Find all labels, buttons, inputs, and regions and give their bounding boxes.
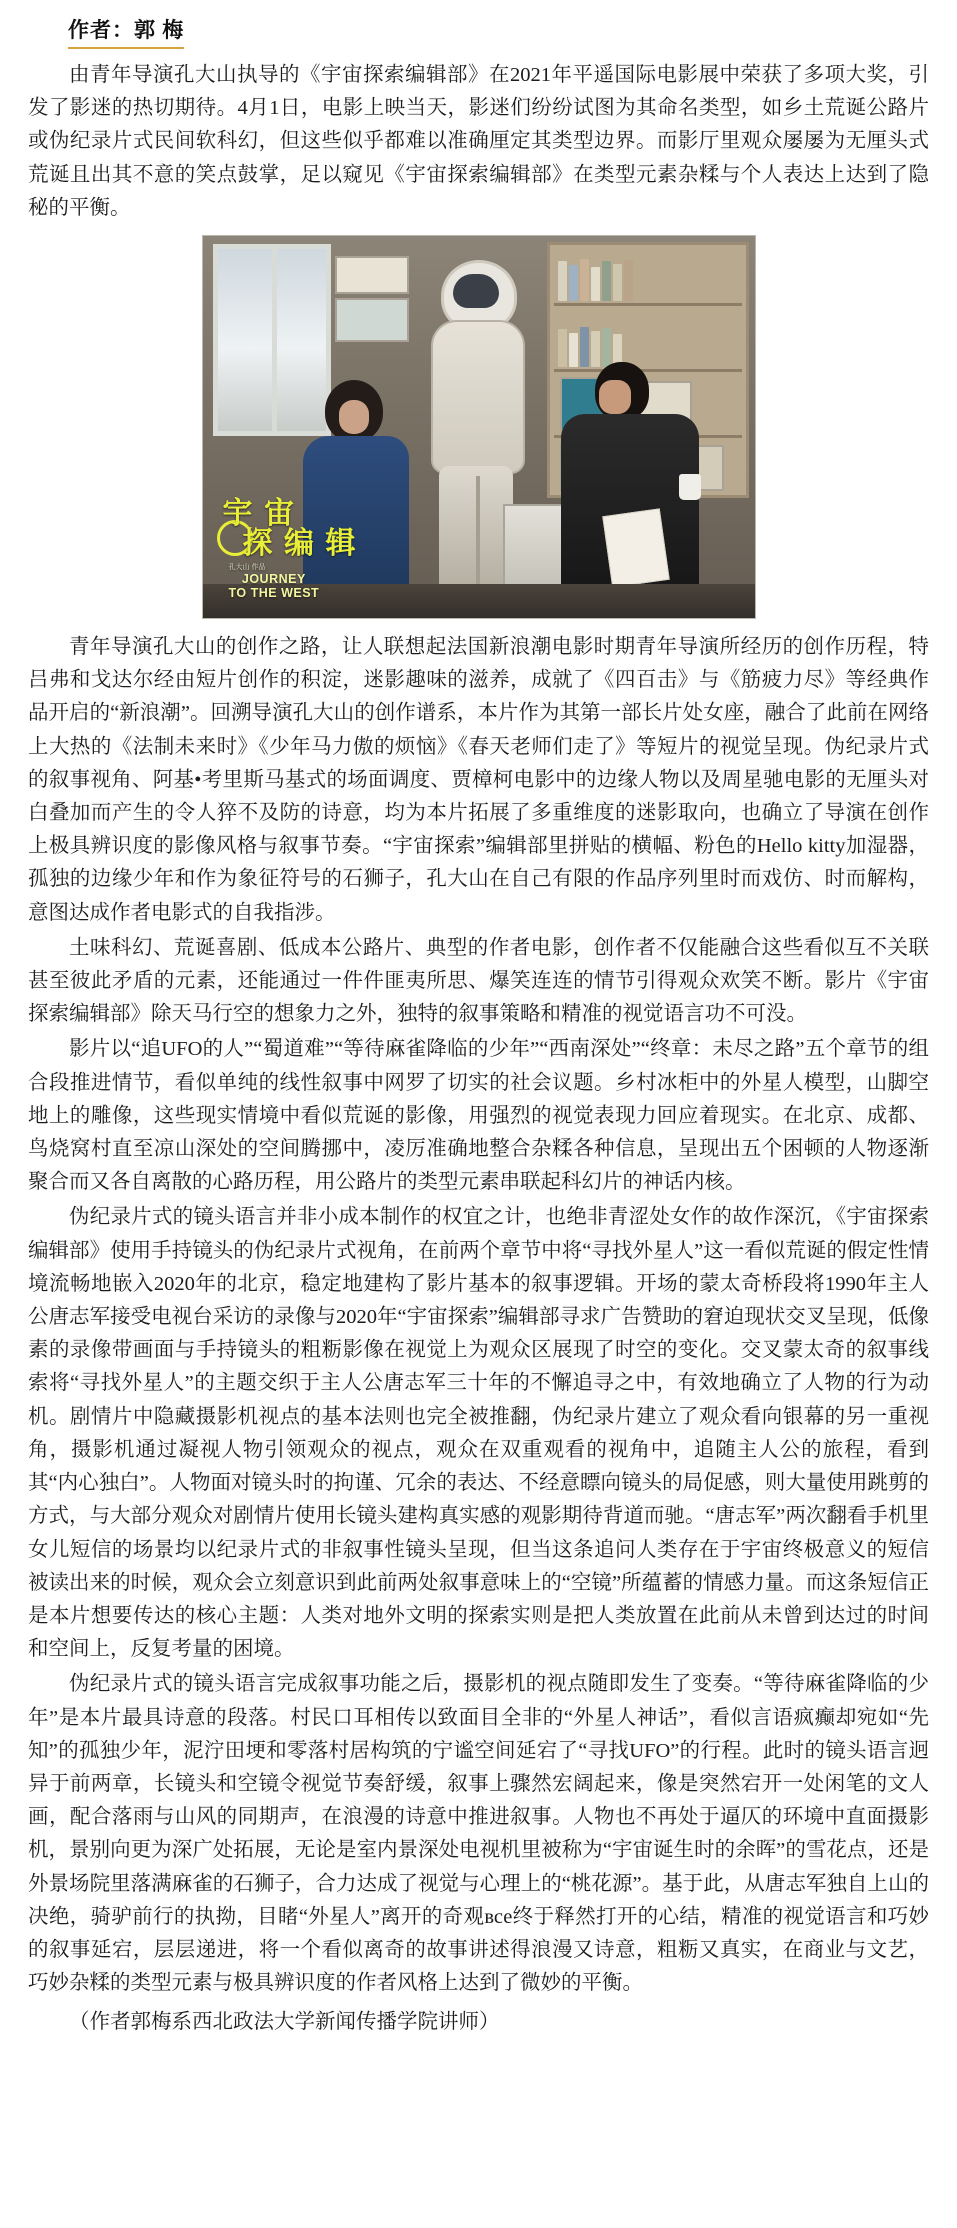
author-byline: 作者：郭 梅 (68, 14, 184, 49)
author-signoff: （作者郭梅系西北政法大学新闻传播学院讲师） (69, 2011, 500, 2034)
article-figure (28, 235, 929, 619)
logo-credit: 孔大山 作品 (228, 564, 266, 572)
logo-en-line2: TO THE WEST (228, 586, 320, 601)
person-in-black-jacket (555, 362, 705, 618)
logo-en (229, 572, 320, 601)
film-still-photo (202, 235, 756, 619)
paragraph-2: 青年导演孔大山的创作之路，让人联想起法国新浪潮电影时期青年导演所经历的创作历程，特吕弗和戈达尔经由短片创作的积淀，迷影趣味的滋养，成就了《四百击》与《筋疲力尽》等经典作品开启的“新浪潮”。回溯导演孔大山的创作谱系，本片作为其第一部长片处女座，融合了此前在网络上大热的《法制未来时》《少年马力傲的烦恼》《春天老师们走了》等短片的视觉呈现。伪纪录片式的叙事视角、阿基•考里斯马基式的场面调度、贾樟柯电影中的边缘人物以及周星驰电影的无厘头对白叠加而产生的令人猝不及防的诗意，均为本片拓展了多重维度的迷影取向，也确立了导演在创作上极具辨识度的影像风格与叙事节奏。“宇宙探索”编辑部里拼贴的横幅、粉色的Hello kitty加湿器，孤独的边缘少年和作为象征符号的石狮子，孔大山在自己有限的作品序列里时而戏仿、时而解构，意图达成作者电影式的自我指涉。 (28, 636, 929, 924)
paragraph-5: 伪纪录片式的镜头语言并非小成本制作的权宜之计，也绝非青涩处女作的故作深沉，《宇宙探索编辑部》使用手持镜头的伪纪录片式视角，在前两个章节中将“寻找外星人”这一看似荒诞的假定性情境流畅地嵌入2020年的北京，稳定地建构了影片基本的叙事逻辑。开场的蒙太奇桥段将1990年主人公唐志军接受电视台采访的录像与2020年“宇宙探索”编辑部寻求广告赞助的窘迫现状交叉呈现，低像素的录像带画面与手持镜头的粗粝影像在视觉上为观众区展现了时空的变化。交叉蒙太奇的叙事线索将“寻找外星人”的主题交织于主人公唐志军三十年的不懈追寻之中，有效地确立了人物的行为动机。剧情片中隐藏摄影机视点的基本法则也完全被推翻，伪纪录片建立了观众看向银幕的另一重视角，摄影机通过凝视人物引领观众的视点，观众在双重观看的视角中，追随主人公的旅程，看到其“内心独白”。人物面对镜头时的拘谨、冗余的表达、不经意瞟向镜头的局促感，则大量使用跳剪的方式，与大部分观众对剧情片使用长镜头建构真实感的观影期待背道而驰。“唐志军”两次翻看手机里女儿短信的场景均以纪录片式的非叙事性镜头呈现，但当这条追问人类存在于宇宙终极意义的短信被读出来的时候，观众会立刻意识到此前两处叙事意味上的“空镜”所蕴蓄的情感力量。而这条短信正是本片想要传达的核心主题：人类对地外文明的探索实则是把人类放置在此前从未曾到达过的时间和空间上，反复考量的困境。 (28, 1206, 929, 1661)
logo-en-line1: JOURNEY (241, 572, 306, 587)
paragraph-6: 伪纪录片式的镜头语言完成叙事功能之后，摄影机的视点随即发生了变奏。“等待麻雀降临的少年”是本片最具诗意的段落。村民口耳相传以致面目全非的“外星人神话”，看似言语疯癫却宛如“先知”的孤独少年，泥泞田埂和零落村居构筑的宁谧空间延宕了“寻找UFO”的行程。此时的镜头语言迥异于前两章，长镜头和空镜令视觉节奏舒缓，叙事上骤然宏阔起来，像是突然宕开一处闲笔的文人画，配合落雨与山风的同期声，在浪漫的诗意中推进叙事。人物也不再处于逼仄的环境中直面摄影机，景别向更为深广处拓展，无论是室内景深处电视机里被称为“宇宙诞生时的余晖”的雪花点，还是外景场院里落满麻雀的石狮子，合力达成了视觉与心理上的“桃花源”。基于此，从唐志军独自上山的决绝，骑驴前行的执拗，目睹“外星人”离开的奇观все终于释然打开的心结，精准的视觉语言和巧妙的叙事延宕，层层递进，将一个看似离奇的故事讲述得浪漫又诗意，粗粝又真实，在商业与文艺，巧妙杂糅的类型元素与极具辨识度的作者风格上达到了微妙的平衡。 (28, 1673, 929, 1995)
film-title-logo (217, 498, 367, 606)
logo-cn-line2: 探 编 辑 (242, 527, 358, 561)
paragraph-3: 土味科幻、荒诞喜剧、低成本公路片、典型的作者电影，创作者不仅能融合这些看似互不关联甚至彼此矛盾的元素，还能通过一件件匪夷所思、爆笑连连的情节引得观众欢笑不断。影片《宇宙探索编辑部》除天马行空的想象力之外，独特的叙事策略和精准的视觉语言功不可没。 (28, 936, 929, 1026)
author-wrap (28, 10, 929, 59)
paragraph-1: 由青年导演孔大山执导的《宇宙探索编辑部》在2021年平遥国际电影展中荣获了多项大奖，引发了影迷的热切期待。4月1日，电影上映当天，影迷们纷纷试图为其命名类型，如乡土荒诞公路片或伪纪录片式民间软科幻，但这些似乎都难以准确厘定其类型边界。而影厅里观众屡屡为无厘头式荒诞且出其不意的笑点鼓掌，足以窥见《宇宙探索编辑部》在类型元素杂糅与个人表达上达到了隐秘的平衡。 (28, 64, 929, 219)
paragraph-4: 影片以“追UFO的人”“蜀道难”“等待麻雀降临的少年”“西南深处”“终章：未尽之路”五个章节的组合段推进情节，看似单纯的线性叙事中网罗了切实的社会议题。乡村冰柜中的外星人模型，山脚空地上的雕像，这些现实情境中看似荒诞的影像，用强烈的视觉表现力回应着现实。在北京、成都、鸟烧窝村直至凉山深处的空间腾挪中，凌厉准确地整合杂糅各种信息，呈现出五个困顿的人物逐渐聚合而又各自离散的心路历程，用公路片的类型元素串联起科幻片的神话内核。 (28, 1038, 929, 1194)
logo-cn-line1: 宇 宙 (222, 497, 296, 531)
